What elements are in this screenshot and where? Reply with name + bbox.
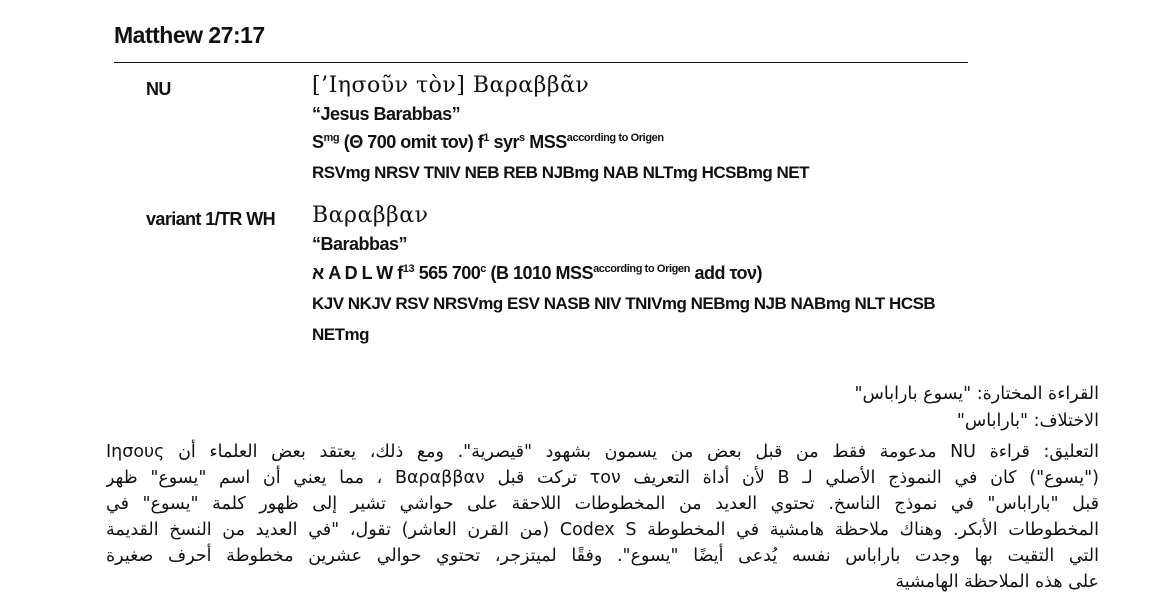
variant-versions-line2: NETmg (312, 325, 369, 344)
nu-witness-sup-origen: according to Origen (566, 132, 664, 144)
arabic-commentary (106, 439, 1099, 595)
nu-witness-mss: MSS (524, 132, 567, 152)
nu-gloss: “Jesus Barabbas” (312, 104, 461, 124)
variant-witness-sup-corrector: c (480, 263, 487, 275)
commentary-line: ("يسوع") كان في النموذج الأصلي لـ B لأن أداة التعريف τον تركت قبل Βαραββαν ، مما يعني أن اسم "يسوع" ظهر (106, 468, 1099, 488)
variant-witness-main: א A D L W f (312, 263, 403, 283)
nu-witness-sup-family: 1 (483, 132, 489, 144)
nu-entry (312, 73, 809, 191)
nu-witness-main: S (312, 132, 324, 152)
variant-witness-sup-origen: according to Origen (593, 263, 690, 275)
variant-entry (312, 203, 935, 345)
nu-label: NU (146, 79, 171, 99)
variant-gloss: “Barabbas” (312, 234, 408, 254)
arabic-selected-reading: القراءة المختارة: "يسوع باراباس" (854, 384, 1099, 404)
variant-versions-line1: KJV NKJV RSV NRSVmg ESV NASB NIV TNIVmg NEBmg NJB NABmg NLT HCSB (312, 294, 936, 313)
variant-witnesses (312, 263, 935, 294)
commentary-line: على هذه الملاحظة الهامشية (895, 572, 1099, 592)
page-heading: Matthew 27:17 (114, 22, 265, 48)
commentary-line: قبل "باراباس" في نموذج الناسخ. تحتوي العديد من المخطوطات اللاحقة على حواشي تشير إلى ظهور كلمة "يسوع" في (106, 494, 1099, 514)
commentary-line: التي التقيت بها وجدت باراباس نفسه يُدعى أيضًا "يسوع". وفقًا لميتزجر، تحتوي حوالي عشرين مخطوطة أحرف صغيرة (106, 546, 1099, 566)
nu-versions: RSVmg NRSV TNIV NEB REB NJBmg NAB NLTmg HCSBmg NET (312, 163, 809, 182)
variant-greek-reading: Βαραββαν (312, 203, 429, 228)
variant-label: variant 1/TR WH (146, 209, 276, 229)
nu-greek-reading: [’Ιησοῦν τὸν] Βαραββᾶν (312, 73, 590, 98)
variant-witness-tail: (B 1010 MSS (486, 263, 594, 283)
nu-witness-mid: (Θ 700 omit τον) f (339, 132, 484, 152)
nu-witnesses (312, 132, 809, 163)
commentary-line: التعليق: قراءة NU مدعومة فقط من قبل بعض من يسمون بشهود "قيصرية". ومع ذلك، يعتقد بعض العلماء أن Ιησους (106, 442, 1099, 462)
variant-witness-mid: 565 700 (414, 263, 481, 283)
commentary-line: المخطوطات الأبكر. وهناك ملاحظة هامشية في المخطوطة Codex S (من القرن العاشر) تقول، "في العديد من النسخ القديمة (106, 520, 1099, 540)
arabic-variant-reading: الاختلاف: "باراباس" (956, 411, 1099, 431)
nu-witness-sup-syr: s (519, 132, 525, 144)
heading-divider (114, 62, 968, 63)
variant-witness-end: add τον) (689, 263, 763, 283)
nu-witness-sup-mg: mg (323, 132, 340, 144)
variant-witness-sup-family: 13 (402, 263, 415, 275)
nu-witness-syr: syr (489, 132, 520, 152)
